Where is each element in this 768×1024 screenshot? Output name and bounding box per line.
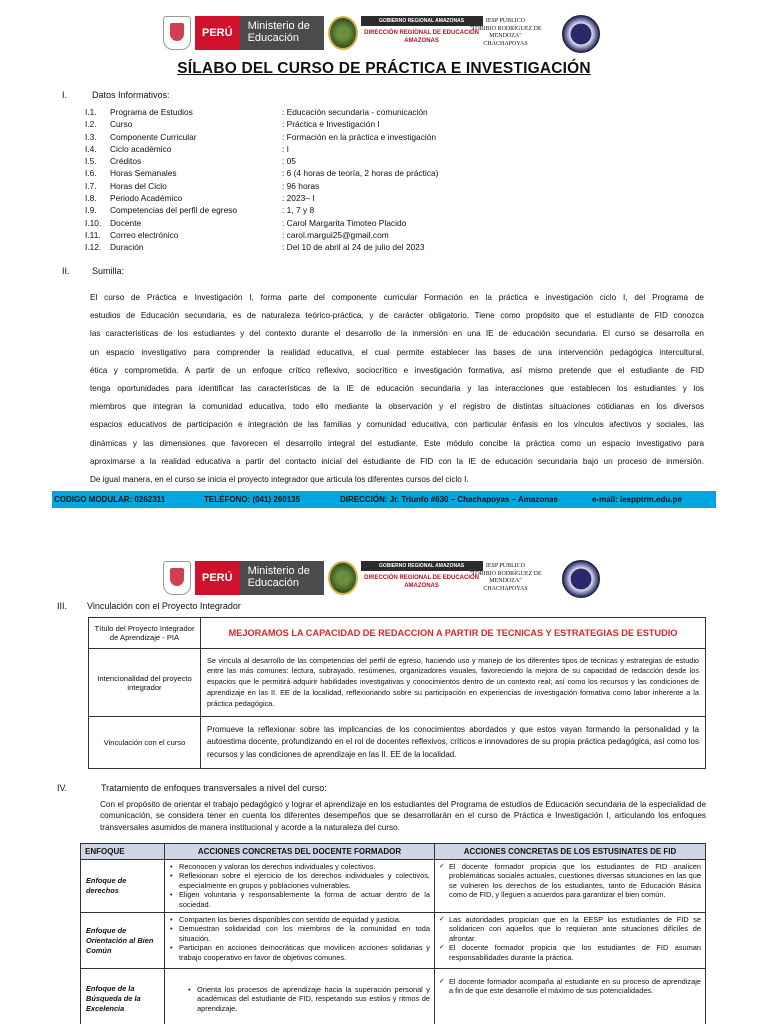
section-number: II. [62,266,70,276]
sumilla-line: miembros que integran la comunidad educativa, todo ello mediante la observación y el registro de distintas situaciones cotidianas en los diversos [90,402,704,412]
sumilla-line: aproximarse a la realidad educativa a partir del contacto inicial del estudiante de FID con la IE de educación secundaria bajo un proceso de inmersión. [90,456,704,466]
document-title: SÍLABO DEL CURSO DE PRÁCTICA E INVESTIGACIÓN [177,60,591,77]
sumilla-line: ética y comprometida. A partir de un enfoque crítico reflexivo, sociocrítico e investigación formativa, así mismo pretende que el estudiante de FID [90,365,704,375]
peru-label: PERÚ [195,561,240,595]
info-row [85,144,605,156]
info-row [85,242,605,254]
info-code: I.8. [85,193,97,204]
pia-title-value: MEJORAMOS LA CAPACIDAD DE REDACCION A PARTIR DE TECNICAS Y ESTRATEGIAS DE ESTUDIO [201,618,706,649]
info-value: : 1, 7 y 8 [282,205,315,216]
info-value: : 2023– I [282,193,315,204]
iesp-seal-icon [562,560,600,598]
enfoque-name: Enfoque de Orientación al Bien Común [81,913,165,969]
info-row [85,107,605,119]
iesp-line: CHACHAPOYAS [483,585,528,592]
gra-bottom-label: DIRECCIÓN REGIONAL DE EDUCACIÓN AMAZONAS [364,575,480,589]
docente-actions [165,860,435,913]
list-item: • Demuestran solidaridad con los miembros de la comunidad en toda situación. [169,924,430,943]
section-label: Tratamiento de enfoques transversales a nivel del curso: [101,783,327,793]
minedu-logo [163,15,324,51]
info-field: Periodo Académico [110,193,183,204]
section-label: Sumilla: [92,266,125,276]
list-item: • Orienta los procesos de aprendizaje hacia la superación personal y académicas del estudiante de FID, respetando sus estilos y ritmos de aprendizaje. [187,985,430,1013]
enfoques-table [80,843,706,1024]
docente-actions [165,969,435,1024]
info-code: I.4. [85,143,97,154]
intencionalidad-label: Intencionalidad del proyecto integrador [89,649,201,717]
column-header: ACCIONES CONCRETAS DE LOS ESTUSINATES DE FID [435,844,706,860]
list-item: ✓ El docente formador acompaña al estudiante en su proceso de aprendizaje a fin de que este desarrolle el máximo de sus potencialidades. [439,977,701,996]
info-field: Competencias del perfil de egreso [110,205,238,216]
table-row [81,913,706,969]
section-3-heading [57,601,457,613]
info-field: Duración [110,242,144,253]
peru-shield-icon [163,16,191,50]
sumilla-line: un espacio investigativo para comprender la realidad educativa, el cual permite establecer las bases de una intervención pedagógica intercultural, [90,347,704,357]
minedu-label: Ministerio de Educación [240,16,324,50]
column-header: ENFOQUE [81,844,165,860]
list-item: • Eligen voluntaria y responsablemente la forma de actuar dentro de la sociedad. [169,890,430,909]
footer-contact-bar [52,491,716,508]
iesp-line: MENDOZA" [489,33,522,39]
info-code: I.1. [85,107,97,117]
info-row [85,168,605,180]
sumilla-line: las características de los estudiantes y del contexto durante el desarrollo de la inmersión en una IE de educación secundaria. El curso se desarrolla en [90,329,704,339]
sumilla-line: dinámicas y las dimensiones que favorecen el desarrollo integral del estudiante. Este módulo concibe la práctica como un espacio investigativo para [90,438,704,448]
info-row [85,119,605,131]
info-code: I.12. [85,242,102,253]
info-field: Ciclo académico [110,143,172,154]
info-code: I.2. [85,119,97,130]
section-number: III. [57,601,68,611]
iesp-line: MENDOZA" [489,578,522,584]
info-field: Horas Semanales [110,168,177,179]
info-row [85,181,605,193]
info-row [85,132,605,144]
vinculacion-value: Promueve la reflexionar sobre las implicancias de los conocimientos abordados y que estos vayan formando la personalidad y la autoestima docente, profundizando en el rol de docentes reflexivos, críticos e innovadores de su propia práctica pedagógica, así como los recursos y las condiciones de aprendizaje en las II. EE de la localidad. [201,717,706,769]
list-item: • Reconocen y valoran los derechos individuales y colectivos. [169,862,430,871]
iesp-line: IESP PÚBLICO [485,563,526,569]
info-code: I.7. [85,180,97,191]
list-item: ✓ El docente formador propicia que los estudiantes de FID analicen problemáticas sociales actuales, cuestiones diversas situaciones en las que se vulneren los derechos de los estudiantes, tanto de Educación Básica como de FID, y lleguen a acuerdos para garantizar el bien común. [439,862,701,900]
section-4-heading [57,783,457,795]
list-item: ✓ Las autoridades propician que en la EESP los estudiantes de FID se solidaricen con aquellos que lo requieran ante situaciones difíciles de afrontar. [439,915,701,943]
info-code: I.6. [85,168,97,179]
codigo-modular: CODIGO MODULAR: 0262311 [54,495,166,504]
estudiantes-actions [435,913,706,969]
table-row [89,618,706,649]
info-value: : I [282,143,289,154]
section-2-heading [62,266,362,278]
info-code: I.10. [85,217,102,228]
page-header-2 [0,553,768,605]
list-item: • Comparten los bienes disponibles con sentido de equidad y justicia. [169,915,430,924]
gra-top-label: GOBIERNO REGIONAL AMAZONAS [361,16,483,26]
sumilla-line: estudios de Educación secundaria, es de naturaleza teórico-práctica, y de carácter obligatorio. Tiene como propósito que el estudiante de FID conozca [90,311,704,321]
column-header: ACCIONES CONCRETAS DEL DOCENTE FORMADOR [165,844,435,860]
list-item: • Reflexionan sobre el ejercicio de los derechos individuales y colectivos, especialmente en grupos y poblaciones vulnerables. [169,871,430,890]
sumilla-line: espacios educativos de participación e integración de las familias y comunidad educativa, con particular énfasis en los vínculos afectivos y sociales, las [90,420,704,430]
gra-bottom-label: DIRECCIÓN REGIONAL DE EDUCACIÓN AMAZONAS [364,30,480,44]
sumilla-line: tenga oportunidades para identificar las características de la IE de educación secundaria y las interacciones que establecen los estudiantes y los [90,383,704,393]
iesp-seal-icon [562,15,600,53]
iesp-name [453,563,558,593]
peru-label: PERÚ [195,16,240,50]
peru-shield-icon [163,561,191,595]
section-label: Datos Informativos: [92,90,170,100]
info-row [85,156,605,168]
info-value: : Carol Margarita Timoteo Placido [282,217,407,228]
section-label: Vinculación con el Proyecto Integrador [87,601,241,611]
pia-table [88,617,706,769]
pia-title-label: Título del Proyecto Integrador de Aprendizaje - PIA [89,618,201,649]
iesp-line: "TORIBIO RODRÍGUEZ DE [469,570,542,577]
info-field: Correo electrónico [110,229,179,240]
table-row [89,649,706,717]
info-value: : 6 (4 horas de teoría, 2 horas de práctica) [282,168,439,179]
info-field: Docente [110,217,142,228]
datos-informativos-list [85,107,605,255]
iesp-line: CHACHAPOYAS [483,40,528,47]
table-row [81,860,706,913]
info-field: Créditos [110,156,142,167]
direccion: DIRECCIÓN: Jr. Triunfo #630 – Chachapoyas – Amazonas [340,495,558,504]
info-value: : 96 horas [282,180,320,191]
info-row [85,218,605,230]
docente-actions [165,913,435,969]
table-row [89,717,706,769]
info-value: : carol.margui25@gmail.com [282,229,389,240]
table-header-row [81,844,706,860]
sumilla-line: De igual manera, en el curso se inicia el proyecto integrador que articula los diferentes cursos del ciclo I. [90,474,469,484]
sumilla-line: El curso de Práctica e Investigación I, forma parte del componente curricular Formación en la práctica e investigación ciclo I, del Programa de [90,293,704,302]
info-row [85,193,605,205]
info-value: : Práctica e Investigación I [282,119,380,130]
info-row [85,230,605,242]
iesp-line: "TORIBIO RODRÍGUEZ DE [469,25,542,32]
info-code: I.5. [85,156,97,167]
enfoque-name: Enfoque de la Búsqueda de la Excelencia [81,969,165,1024]
list-item: ✓ El docente formador propicia que los estudiantes de FID asuman responsabilidades durante la práctica. [439,943,701,962]
info-value: : Del 10 de abril al 24 de julio del 2023 [282,242,425,253]
info-code: I.3. [85,131,97,142]
minedu-label: Ministerio de Educación [240,561,324,595]
info-value: : Educación secundaria - comunicación [282,107,428,117]
info-value: : Formación en la práctica e investigación [282,131,437,142]
page-header [0,8,768,60]
info-field: Horas del Ciclo [110,180,167,191]
table-row [81,969,706,1024]
enfoque-name: Enfoque de derechos [81,860,165,913]
iesp-line: IESP PÚBLICO [485,18,526,24]
amazonas-emblem-icon [328,16,358,50]
email-link[interactable]: e-mail: iespptrm.edu.pe [592,495,682,504]
minedu-logo [163,560,324,596]
telefono: TELÉFONO: (041) 260135 [204,495,301,504]
vinculacion-label: Vinculación con el curso [89,717,201,769]
section-1-heading [62,90,362,102]
info-row [85,205,605,217]
section-number: I. [62,90,68,100]
info-field: Componente Curricular [110,131,197,142]
info-value: : 05 [282,156,296,167]
info-field: Curso [110,119,133,130]
sumilla-paragraph [90,289,704,489]
info-code: I.9. [85,205,97,216]
info-field: Programa de Estudios [110,107,193,117]
estudiantes-actions [435,969,706,1024]
gra-top-label: GOBIERNO REGIONAL AMAZONAS [361,561,483,571]
iesp-name [453,18,558,48]
list-item: • Participan en acciones democráticas que movilicen acciones solidarias y trabajo cooperativo en favor de objetivos comunes. [169,943,430,962]
section-number: IV. [57,783,68,793]
amazonas-emblem-icon [328,561,358,595]
info-code: I.11. [85,229,101,240]
enfoques-intro-paragraph: Con el propósito de orientar el trabajo pedagógico y lograr el aprendizaje en los estudiantes del Programa de estudios de Educación secundaria de la especialidad de comunicación, se considera tener en cuenta los diferentes desempeños que se desarrollarán en el curso de Práctica e Investigación I, articulando los enfoques transversales asumidos de manera institucional y acorde a la naturaleza del curso. [100,800,706,832]
estudiantes-actions [435,860,706,913]
intencionalidad-value: Se vincula al desarrollo de las competencias del perfil de egreso, haciendo uso y manejo de los diferentes tipos de técnicas y estrategias de estudio entre las más comunes: lectura, subrayado, resúmenes, organizadores visuales, favoreciendo la mejora de su capacidad de redacción desde los espacios que le permitirá adquirir habilidades investigativas y conocimientos dentro de un contexto real; así como los recursos y las condiciones de aprendizaje en las II. EE de la localidad, reflexionando sobre su participación en experiencias de investigación formativa como labor inherente a la práctica pedagógica. [201,649,706,717]
